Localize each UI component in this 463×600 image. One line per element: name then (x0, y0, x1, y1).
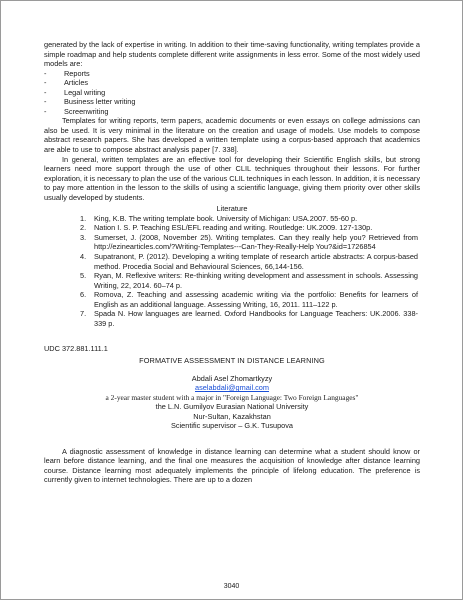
reference-list (44, 214, 420, 329)
reference-text: King, K.B. The writing template book. University of Michigan: USA.2007. 55-60 p. (94, 213, 358, 223)
paragraph-abstract: A diagnostic assessment of knowledge in distance learning can determine what a student should know or learn before distance learning, and the final one measures the acquisition of knowledge after distance learning course. Distance learning most adequately implements the principle of lifelong education. The preference is currently given to internet technologies. There are up to a dozen (44, 446, 420, 485)
literature-heading: Literature (216, 204, 248, 214)
reference-item (44, 271, 420, 290)
reference-text: Sumerset, J. (2008, November 25). Writing templates. Can they really help you? Retrieved from http://ezinearticles.com/?Writing-Templates---Can-They-Really-Help You?&id=1726854 (94, 232, 418, 252)
paragraph-templates: Templates for writing reports, term papers, academic documents or even essays on college admissions can also be used. It is very minimal in the literature on the creation and usage of models. Use models to compose abstract research papers. She has developed a written template using a corpus-based approach that academics are able to use to compose abstract analysis paper [7. 338]. (44, 116, 420, 155)
udc-code: UDC 372.881.111.1 (44, 344, 108, 354)
reference-number: 6. (80, 290, 87, 300)
list-item: - Legal writing (44, 88, 420, 98)
reference-item (44, 214, 420, 224)
reference-number: 3. (80, 232, 87, 242)
paragraph-conclusion: In general, written templates are an effective tool for developing their Scientific English skills, but strong learners need more support through the use of other CLIL techniques throughout their lessons. For further exploration, it is necessary to plan the use of the various CLIL techniques in each lesson. In addition, it is necessary to pay more attention in the lesson to the skills of using a scientific language, giving them priority over other skills usually developed by students. (44, 154, 420, 202)
list-item: - Screenwriting (44, 107, 420, 117)
reference-text: Ryan, M. Reflexive writers: Re-thinking writing development and assessment in schools. Assessing Writing, 22, 2014. 60–74 p. (94, 271, 418, 290)
models-list (44, 69, 420, 117)
reference-text: Romova, Z. Teaching and assessing academic writing via the portfolio: Benefits for learners of English as an additional language. Assessing Writing, 16, 2011. 111–122 p. (94, 290, 418, 309)
author-university: the L.N. Gumilyov Eurasian National University (155, 402, 309, 412)
paragraph-continuation: generated by the lack of expertise in writing. In addition to their time-saving functionality, writing templates provide a simple roadmap and help students complete different write assignments in less error. Some of the most widely used models are: (44, 40, 420, 69)
author-name: Abdali Asel Zhomartkyzy (191, 373, 273, 383)
reference-text: Supatranont, P. (2012). Developing a writing template of research article abstracts: A corpus-based method. Procedia Social and Behavioural Sciences, 66,144-156. (94, 252, 418, 271)
scientific-supervisor: Scientific supervisor – G.K. Tusupova (170, 421, 294, 431)
reference-number: 7. (80, 309, 87, 319)
reference-text: Nation I. S. P. Teaching ESL/EFL reading and writing. Routledge: UK.2009. 127-130p. (94, 223, 373, 233)
reference-number: 5. (80, 271, 87, 281)
reference-item (44, 252, 420, 271)
author-email-link[interactable]: aselabdali@gmail.com (195, 383, 269, 393)
list-item: - Business letter writing (44, 97, 420, 107)
reference-item (44, 233, 420, 252)
reference-item (44, 309, 420, 328)
author-degree: a 2-year master student with a major in "Foreign Language: Two Foreign Languages" (105, 392, 359, 402)
document-page (44, 40, 420, 485)
list-item: - Reports (44, 69, 420, 79)
reference-number: 1. (80, 213, 87, 223)
list-item: - Articles (44, 78, 420, 88)
article-title: FORMATIVE ASSESSMENT IN DISTANCE LEARNING (139, 355, 325, 365)
page-number: 3040 (223, 583, 240, 590)
reference-text: Spada N. How languages are learned. Oxford Handbooks for Language Teachers: UK.2006. 338-339 p. (94, 309, 418, 328)
reference-number: 2. (80, 223, 87, 233)
reference-item (44, 290, 420, 309)
reference-number: 4. (80, 252, 87, 262)
author-city: Nur-Sultan, Kazakhstan (193, 411, 271, 421)
author-block (44, 374, 420, 431)
reference-item (44, 223, 420, 233)
